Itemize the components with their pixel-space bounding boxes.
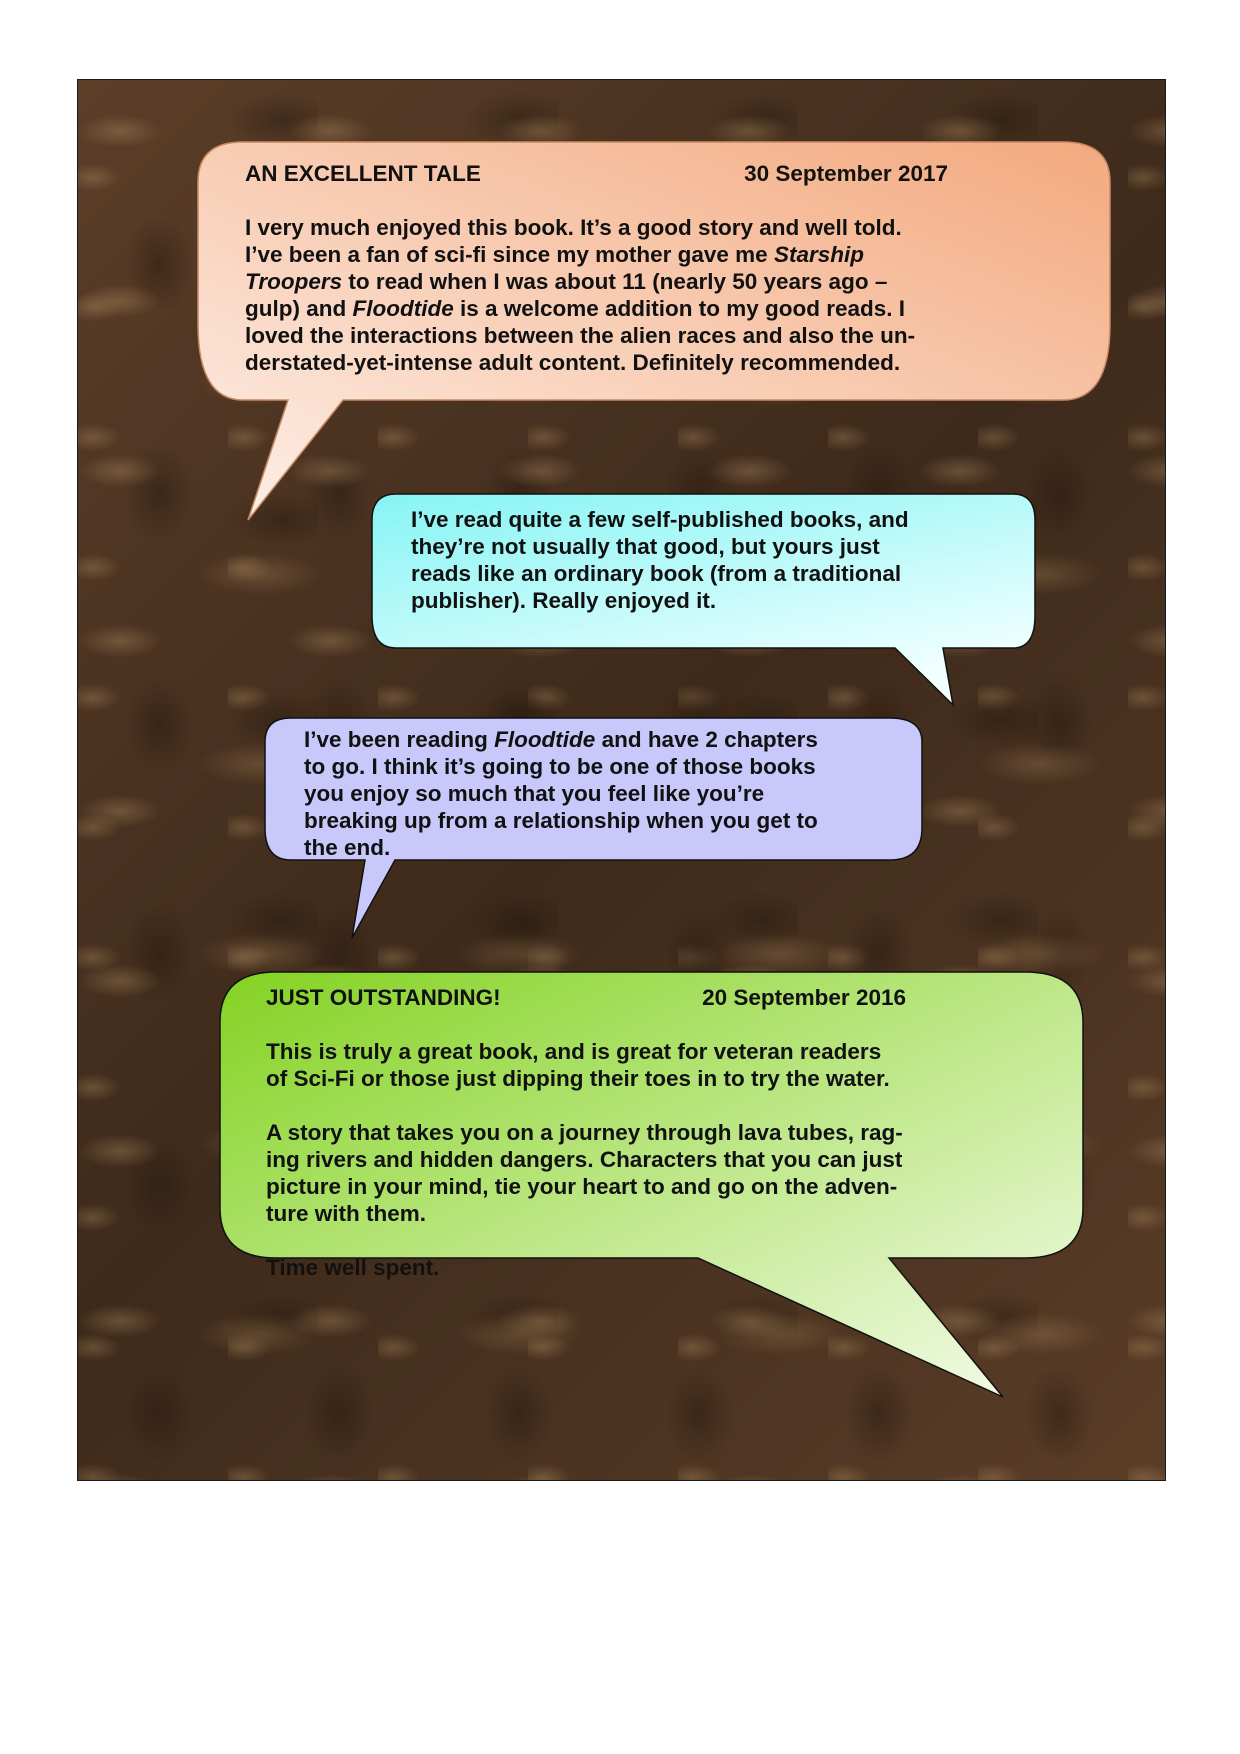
review-3-line-4: breaking up from a relationship when you get to: [304, 808, 818, 833]
review-2-line-4: publisher). Really enjoyed it.: [411, 588, 717, 613]
review-1-line-6: derstated-yet-intense adult content. Definitely recommended.: [245, 350, 901, 375]
review-1-line-4: gulp) and Floodtide is a welcome addition to my good reads. I: [245, 296, 906, 321]
review-1-line-5: loved the interactions between the alien races and also the un-: [245, 323, 916, 348]
review-1-title: AN EXCELLENT TALE: [245, 161, 481, 186]
review-1-line-2: I’ve been a fan of sci-fi since my mother gave me Starship: [245, 242, 864, 267]
review-1-date: 30 September 2017: [744, 161, 948, 186]
review-1-line-3: Troopers to read when I was about 11 (nearly 50 years ago –: [245, 269, 888, 294]
review-4-p1-line-2: of Sci-Fi or those just dipping their toes in to try the water.: [266, 1066, 890, 1091]
review-4-p2-line-3: picture in your mind, tie your heart to and go on the adven-: [266, 1174, 898, 1199]
review-2-line-2: they’re not usually that good, but yours just: [411, 534, 880, 559]
review-4-p1-line-1: This is truly a great book, and is great for veteran readers: [266, 1039, 882, 1064]
review-4-p2-line-2: ing rivers and hidden dangers. Characters that you can just: [266, 1147, 903, 1172]
review-4-title: JUST OUTSTANDING!: [266, 985, 501, 1010]
review-4: [266, 984, 1026, 1281]
review-4-p2-line-4: ture with them.: [266, 1201, 427, 1226]
review-3: [304, 726, 904, 861]
review-2-line-3: reads like an ordinary book (from a traditional: [411, 561, 902, 586]
review-3-line-2: to go. I think it’s going to be one of those books: [304, 754, 816, 779]
review-1-header: [245, 160, 948, 187]
review-3-line-1: I’ve been reading Floodtide and have 2 chapters: [304, 727, 818, 752]
review-3-line-3: you enjoy so much that you feel like you’re: [304, 781, 765, 806]
review-2-line-1: I’ve read quite a few self-published books, and: [411, 507, 909, 532]
review-1-line-1: I very much enjoyed this book. It’s a good story and well told.: [245, 215, 902, 240]
review-2: [411, 506, 1011, 614]
review-panel: [77, 79, 1166, 1481]
review-4-closing: Time well spent.: [266, 1255, 440, 1280]
review-1: [245, 160, 995, 376]
review-4-p2-line-1: A story that takes you on a journey through lava tubes, rag-: [266, 1120, 903, 1145]
review-3-line-5: the end.: [304, 835, 391, 860]
review-4-header: [266, 984, 906, 1011]
review-4-date: 20 September 2016: [702, 985, 906, 1010]
